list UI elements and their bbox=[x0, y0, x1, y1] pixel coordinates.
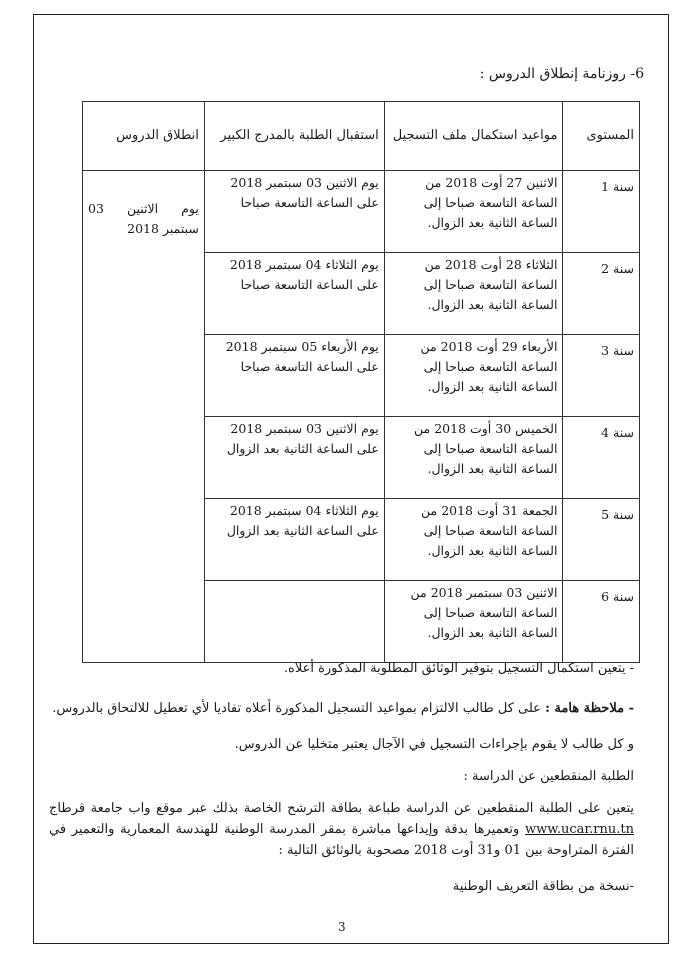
registration-cell: الاثنين 03 سبتمبر 2018 من الساعة التاسعة صباحا إلى الساعة الثانية بعد الزوال. bbox=[384, 581, 563, 663]
reception-cell bbox=[204, 581, 384, 663]
document-item: -نسخة من بطاقة التعريف الوطنية bbox=[452, 879, 634, 894]
registration-cell: الخميس 30 أوت 2018 من الساعة التاسعة صباحا إلى الساعة الثانية بعد الزوال. bbox=[384, 417, 563, 499]
level-cell: سنة 5 bbox=[563, 499, 640, 581]
reception-cell: يوم الاثنين 03 سبتمبر 2018 على الساعة الثانية بعد الزوال bbox=[204, 417, 384, 499]
interrupted-text-before: يتعين على الطلبة المنقطعين عن الدراسة طباعة بطاقة الترشح الخاصة بذلك عبر موقع واب جامعة قرطاج bbox=[49, 801, 634, 816]
level-cell: سنة 1 bbox=[563, 171, 640, 253]
level-cell: سنة 6 bbox=[563, 581, 640, 663]
website-link[interactable]: www.ucar.rnu.tn bbox=[525, 822, 634, 837]
registration-cell: الاثنين 27 أوت 2018 من الساعة التاسعة صباحا إلى الساعة الثانية بعد الزوال. bbox=[384, 171, 563, 253]
header-registration: مواعيد استكمال ملف التسجيل bbox=[384, 102, 563, 171]
header-level: المستوى bbox=[563, 102, 640, 171]
reception-cell: يوم الثلاثاء 04 سبتمبر 2018 على الساعة التاسعة صباحا bbox=[204, 253, 384, 335]
note-important bbox=[49, 698, 634, 719]
registration-cell: الأربعاء 29 أوت 2018 من الساعة التاسعة صباحا إلى الساعة الثانية بعد الزوال. bbox=[384, 335, 563, 417]
reception-cell: يوم الثلاثاء 04 سبتمبر 2018 على الساعة الثانية بعد الزوال bbox=[204, 499, 384, 581]
section-title: 6- روزنامة إنطلاق الدروس : bbox=[479, 66, 644, 82]
interrupted-text-after: وتعميرها بدقة وإيداعها مباشرة بمقر المدرسة الوطنية للهندسة المعمارية والتعمير في الفترة المتراوحة بين 01 و31 أوت 2018 مصحوبة بالوثائق التالية : bbox=[49, 822, 634, 858]
table-row bbox=[83, 171, 640, 253]
table-header-row bbox=[83, 102, 640, 171]
reception-cell: يوم الأربعاء 05 سبتمبر 2018 على الساعة التاسعة صباحا bbox=[204, 335, 384, 417]
important-text: على كل طالب الالتزام بمواعيد التسجيل المذكورة أعلاه تفاديا لأي تعطيل للالتحاق بالدروس. bbox=[52, 701, 546, 716]
interrupted-heading: الطلبة المنقطعين عن الدراسة : bbox=[463, 769, 634, 784]
note-withdrawal: و كل طالب لا يقوم بإجراءات التسجيل في الآجال يعتبر متخليا عن الدروس. bbox=[234, 737, 634, 752]
note-text: - يتعين استكمال التسجيل بتوفير الوثائق المطلوبة المذكورة أعلاه. bbox=[284, 661, 634, 676]
level-cell: سنة 2 bbox=[563, 253, 640, 335]
note-complete-registration bbox=[49, 658, 634, 679]
level-cell: سنة 4 bbox=[563, 417, 640, 499]
header-reception: استقبال الطلبة بالمدرج الكبير bbox=[204, 102, 384, 171]
start-cell: يوم الاثنين 03 سبتمبر 2018 bbox=[83, 171, 205, 663]
schedule-table bbox=[82, 101, 640, 663]
reception-cell: يوم الاثنين 03 سبتمبر 2018 على الساعة التاسعة صباحا bbox=[204, 171, 384, 253]
registration-cell: الجمعة 31 أوت 2018 من الساعة التاسعة صباحا إلى الساعة الثانية بعد الزوال. bbox=[384, 499, 563, 581]
level-cell: سنة 3 bbox=[563, 335, 640, 417]
header-start: انطلاق الدروس bbox=[83, 102, 205, 171]
registration-cell: الثلاثاء 28 أوت 2018 من الساعة التاسعة صباحا إلى الساعة الثانية بعد الزوال. bbox=[384, 253, 563, 335]
important-label: - ملاحظة هامة : bbox=[545, 701, 634, 716]
page-number: 3 bbox=[338, 920, 346, 934]
interrupted-paragraph bbox=[49, 798, 634, 861]
